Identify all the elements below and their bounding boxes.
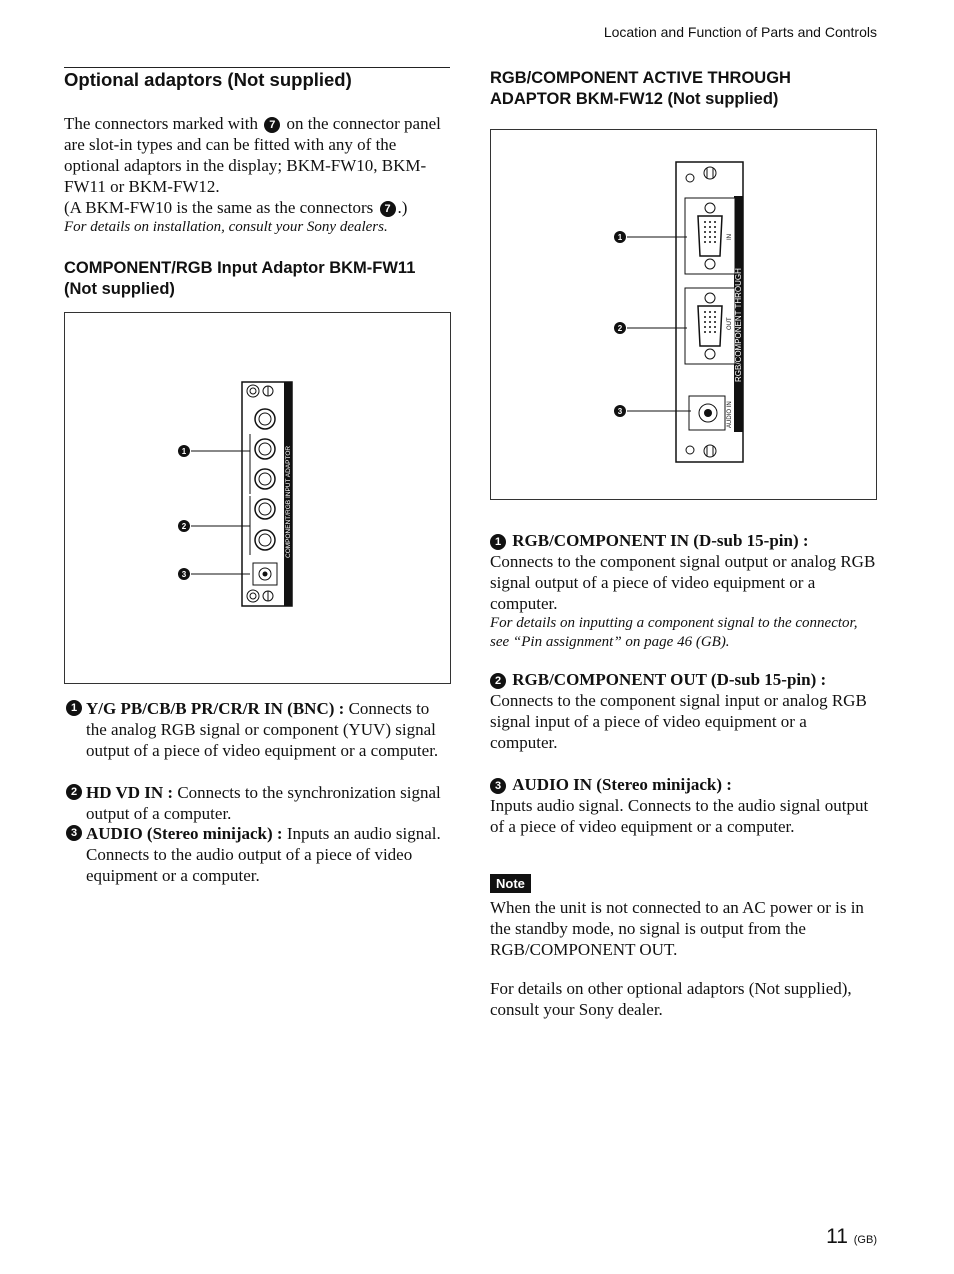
page-number-suffix: (GB) [853,1234,877,1246]
subsection-title-fw11 [64,258,450,300]
subsection-title-fw12 [490,68,876,110]
item-text: Connects to the component signal output or analog RGB signal output of a piece of video equipment or a computer. [490,552,876,613]
item-text: Connects to the synchronization signal output of a computer. [86,783,441,823]
fw12-item-1 [490,530,876,652]
marker-7-icon: 7 [264,117,280,133]
item-title: RGB/COMPONENT OUT (D-sub 15-pin) : [512,670,827,689]
item-text: Connects to the component signal input or analog RGB signal input of a piece of video equipment or a computer. [490,691,867,752]
callout-3-icon: 3 [490,778,506,794]
figure-fw11 [64,312,451,684]
item-title: Y/G PB/CB/B PR/CR/R IN (BNC) : [86,699,345,718]
section-rule [64,67,450,68]
callout-2-icon: 2 [490,673,506,689]
intro-text-a: The connectors marked with [64,114,259,133]
item-note: For details on inputting a component signal to the connector, see “Pin assignment” on page 46 (GB). [490,615,858,650]
note-badge-wrap [490,875,531,893]
marker-7-icon: 7 [380,201,396,217]
callout-1-icon: 1 [66,700,82,716]
intro-note: For details on installation, consult your Sony dealers. [64,219,388,235]
fw12-audio-label: AUDIO IN [727,401,733,428]
fw12-out-label: OUT [727,317,733,330]
intro-paragraph [64,113,450,218]
running-header: Location and Function of Parts and Controls [603,24,877,40]
item-title: AUDIO (Stereo minijack) : [86,824,283,843]
item-text: Connects to the analog RGB signal or component (YUV) signal output of a piece of video equipment or a computer. [86,699,439,760]
fw12-in-label: IN [727,234,733,240]
fw11-panel-diagram [65,313,450,683]
note-badge: Note [490,874,531,893]
fw11-callout-2: 2 [181,522,187,531]
closing-text: For details on other optional adaptors (Not supplied), consult your Sony dealer. [490,979,852,1019]
subsection-title-line2: ADAPTOR BKM-FW12 (Not supplied) [490,90,779,108]
fw11-callout-1: 1 [181,447,187,456]
fw12-callout-1: 1 [617,233,623,242]
fw12-callout-3: 3 [617,407,623,416]
fw12-callout-2: 2 [617,324,623,333]
intro-text-b: on the connector panel are slot-in types and can be fitted with any of the optional adaptors in the display; BKM-FW10, BKM-FW11 or BKM-FW12. [64,114,441,196]
item-text: Inputs an audio signal. Connects to the audio output of a piece of video equipment or a computer. [86,824,441,885]
fw12-panel-diagram [491,130,876,499]
subsection-title-line1: RGB/COMPONENT ACTIVE THROUGH [490,69,791,87]
callout-1-icon: 1 [490,534,506,550]
fw12-item-3 [490,774,876,837]
figure-fw12 [490,129,877,500]
item-title: AUDIO IN (Stereo minijack) : [512,775,732,794]
page-number-value: 11 [826,1225,848,1248]
fw11-item-2 [64,782,450,824]
page-number [826,1225,877,1249]
fw12-panel-label: RGB/COMPONENT THROUGH [734,268,743,382]
item-title: RGB/COMPONENT IN (D-sub 15-pin) : [512,531,809,550]
fw11-item-3 [64,823,450,886]
item-text: Inputs audio signal. Connects to the audio signal output of a piece of video equipment or a computer. [490,796,869,836]
callout-2-icon: 2 [66,784,82,800]
fw11-item-1 [64,698,450,761]
fw12-item-2 [490,669,876,753]
item-title: HD VD IN : [86,783,174,802]
intro-text-d: .) [397,198,408,217]
intro-text-c: (A BKM-FW10 is the same as the connectors [64,198,374,217]
callout-3-icon: 3 [66,825,82,841]
section-title: Optional adaptors (Not supplied) [64,69,352,90]
note-text: When the unit is not connected to an AC power or is in the standby mode, no signal is output from the RGB/COMPONENT OUT. [490,898,864,959]
fw11-panel-label: COMPONENT/RGB INPUT ADAPTOR [285,445,292,558]
fw11-callout-3: 3 [181,570,187,579]
subsection-title-line1: COMPONENT/RGB Input Adaptor BKM-FW11 [64,259,416,277]
subsection-title-line2: (Not supplied) [64,280,175,298]
